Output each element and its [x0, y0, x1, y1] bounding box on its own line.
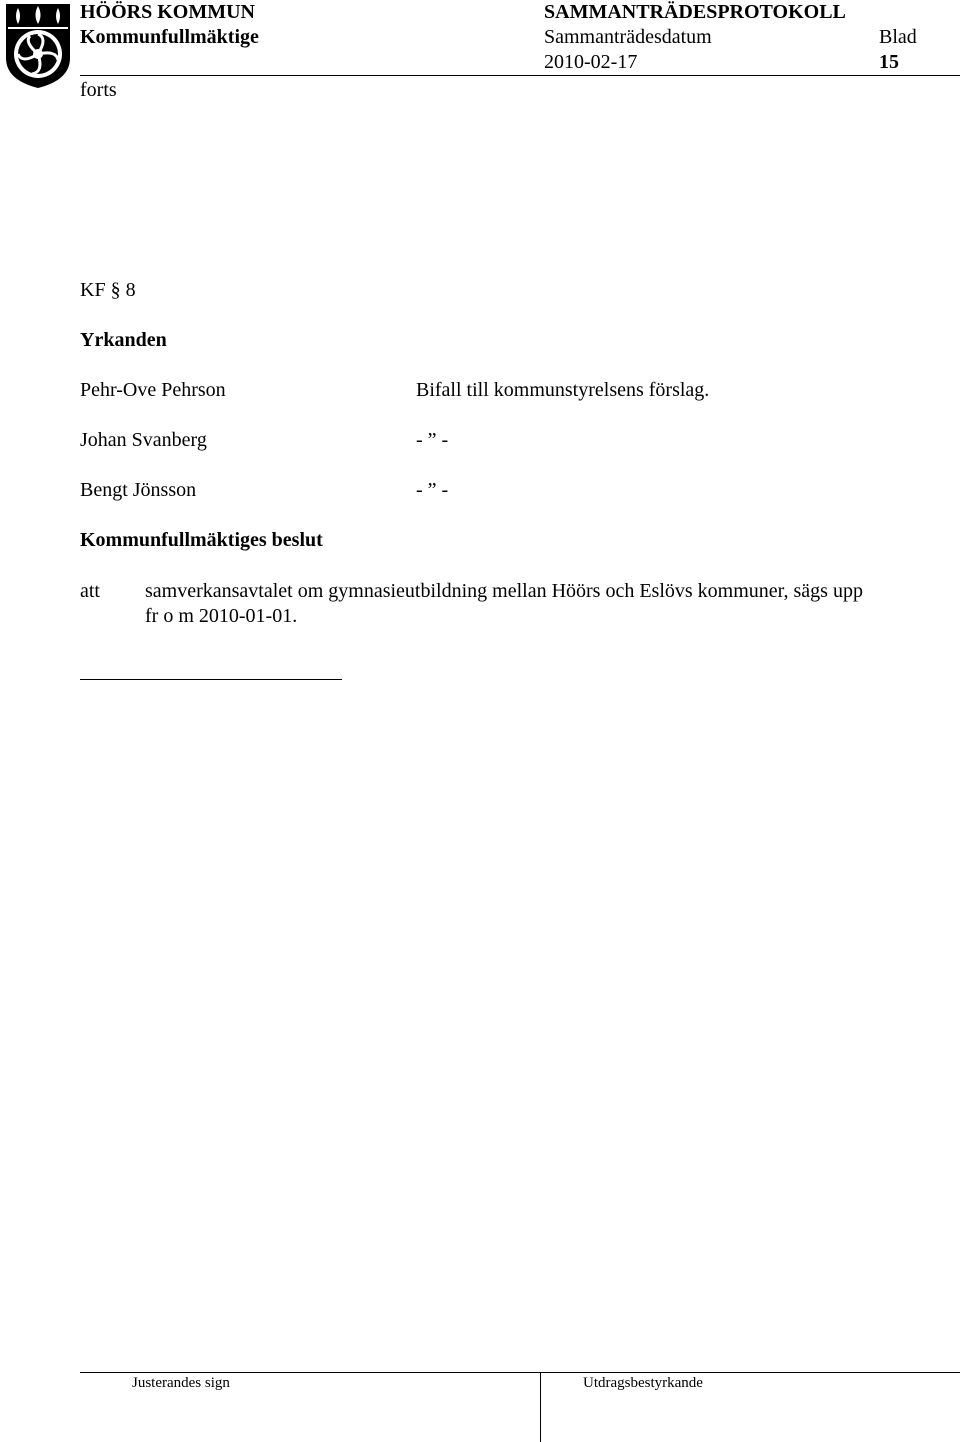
motion-proposal: - ” -: [416, 479, 449, 501]
committee-name: Kommunfullmäktige: [80, 26, 259, 48]
motion-proposal: Bifall till kommunstyrelsens förslag.: [416, 379, 710, 401]
motion-name: Pehr-Ove Pehrson: [80, 379, 226, 401]
paragraph-number: KF § 8: [80, 279, 136, 301]
decision-text-line: fr o m 2010-01-01.: [145, 605, 298, 627]
page-label: Blad: [879, 26, 917, 48]
motion-name: Bengt Jönsson: [80, 479, 197, 501]
municipality-coat-of-arms-icon: [4, 2, 72, 90]
footer-signature-label: Justerandes sign: [132, 1375, 230, 1391]
footer-rule: [80, 1372, 960, 1373]
meeting-date-label: Sammanträdesdatum: [544, 26, 712, 48]
footer-divider: [540, 1372, 541, 1442]
motion-proposal: - ” -: [416, 429, 449, 451]
page-number: 15: [879, 51, 899, 73]
decision-heading: Kommunfullmäktiges beslut: [80, 529, 323, 551]
continued-label: forts: [80, 79, 117, 101]
header-rule: [80, 75, 960, 76]
motion-name: Johan Svanberg: [80, 429, 207, 451]
footer-certification-label: Utdragsbestyrkande: [583, 1375, 703, 1391]
meeting-date: 2010-02-17: [544, 51, 638, 73]
organization-name: HÖÖRS KOMMUN: [80, 1, 255, 23]
document-type: SAMMANTRÄDESPROTOKOLL: [544, 1, 846, 23]
end-of-section-rule: [80, 679, 342, 680]
motions-heading: Yrkanden: [80, 329, 167, 351]
decision-marker: att: [80, 580, 100, 602]
decision-text-line: samverkansavtalet om gymnasieutbildning mellan Höörs och Eslövs kommuner, sägs upp: [145, 580, 863, 602]
